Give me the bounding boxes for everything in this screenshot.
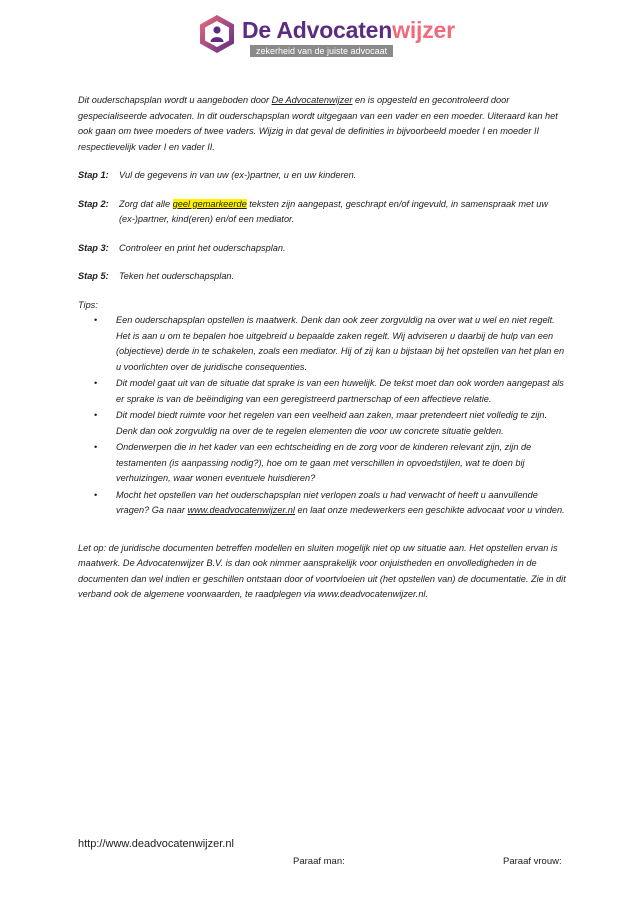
list-item: • Mocht het opstellen van het ouderschapsplan niet verlopen zoals u had verwacht of heeft u aanvullende vragen? Ga naar www.deadvocatenwijzer.nl en laat onze medewerkers een geschikte advocaat voor u vinden. — [94, 489, 565, 515]
highlighted-text: geel gemarkeerde — [172, 198, 247, 209]
step-1: Stap 1: Vul de gegevens in van uw (ex-)partner, u en uw kinderen. — [78, 170, 357, 180]
brand-tagline: zekerheid van de juiste advocaat — [250, 45, 393, 57]
intro-link[interactable]: De Advocatenwijzer — [271, 95, 353, 105]
document-body — [78, 93, 566, 603]
list-item: • Onderwerpen die in het kader van een echtscheiding en de zorg voor de kinderen relevant zijn, zijn de testamenten (is aanpassing nodig?), hoe om te gaan met verschillen in opvoedstijlen, wat te doen bij verhuizingen, waar wonen eventuele huisdieren? — [94, 442, 532, 483]
tips-list — [78, 313, 566, 519]
list-item: • Dit model gaat uit van de situatie dat sprake is van een huwelijk. De tekst moet dan ook worden aangepast als er sprake is van de beëindiging van een geregistreerd partnerschap of een affectieve relatie. — [94, 378, 564, 404]
website-link[interactable]: www.deadvocatenwijzer.nl — [187, 505, 295, 515]
brand-logo — [198, 14, 458, 60]
logo-hexagon-icon — [198, 14, 236, 54]
paraaf-vrouw-label: Paraaf vrouw: — [503, 856, 562, 867]
disclaimer-paragraph: Let op: de juridische documenten betreffen modellen en sluiten mogelijk niet op uw situatie aan. Het opstellen ervan is maatwerk. De Advocatenwijzer B.V. is dan ook nimmer aansprakelijk voor onjuistheden en onvolledigheden in de documenten dan wel indien er geschillen ontstaan door of voortvloeien uit (het opstellen van) de documentatie. Zie in dit verband ook de algemene voorwaarden, te raadplegen via www.deadvocatenwijzer.nl. — [78, 542, 566, 599]
list-item: • Een ouderschapsplan opstellen is maatwerk. Denk dan ook zeer zorgvuldig na over wat u wel en niet regelt. Het is aan u om te bepalen hoe uitgebreid u bepaalde zaken regelt. Wij adviseren u daarbij de hulp van een (objectieve) derde in te schakelen, zoals een mediator. Hij of zij kan u bijstaan bij het opstellen van het plan en u voorlichten over de juridische consequenties. — [94, 315, 565, 372]
step-3: Stap 3: Controleer en print het ouderschapsplan. — [78, 242, 286, 253]
paraaf-man-label: Paraaf man: — [293, 856, 345, 867]
intro-paragraph: Dit ouderschapsplan wordt u aangeboden door De Advocatenwijzer en is opgesteld en gecontroleerd door gespecialiseerde advocaten. In dit ouderschapsplan wordt uitgegaan van een vader en een moeder. Uiteraard kan het ook gaan om twee moeders of twee vaders. Wijzig in dat geval de definities in bijvoorbeeld moeder I en moeder II respectievelijk vader I en vader II. — [78, 95, 558, 152]
brand-name: De Advocatenwijzer — [242, 17, 455, 43]
footer-url[interactable]: http://www.deadvocatenwijzer.nl — [78, 838, 234, 850]
step-5: Stap 5: Teken het ouderschapsplan. — [78, 271, 235, 281]
step-2: Stap 2: Zorg dat alle geel gemarkeerde teksten zijn aangepast, geschrapt en/of ingevuld, in samenspraak met uw (ex-)partner, kind(eren) en/of een mediator. — [78, 198, 549, 224]
list-item: • Dit model biedt ruimte voor het regelen van een veelheid aan zaken, maar pretendeert niet volledig te zijn. Denk dan ook zorgvuldig na over de te regelen elementen die voor uw concrete situatie gelden. — [94, 410, 548, 436]
tips-title: Tips: — [78, 299, 98, 310]
